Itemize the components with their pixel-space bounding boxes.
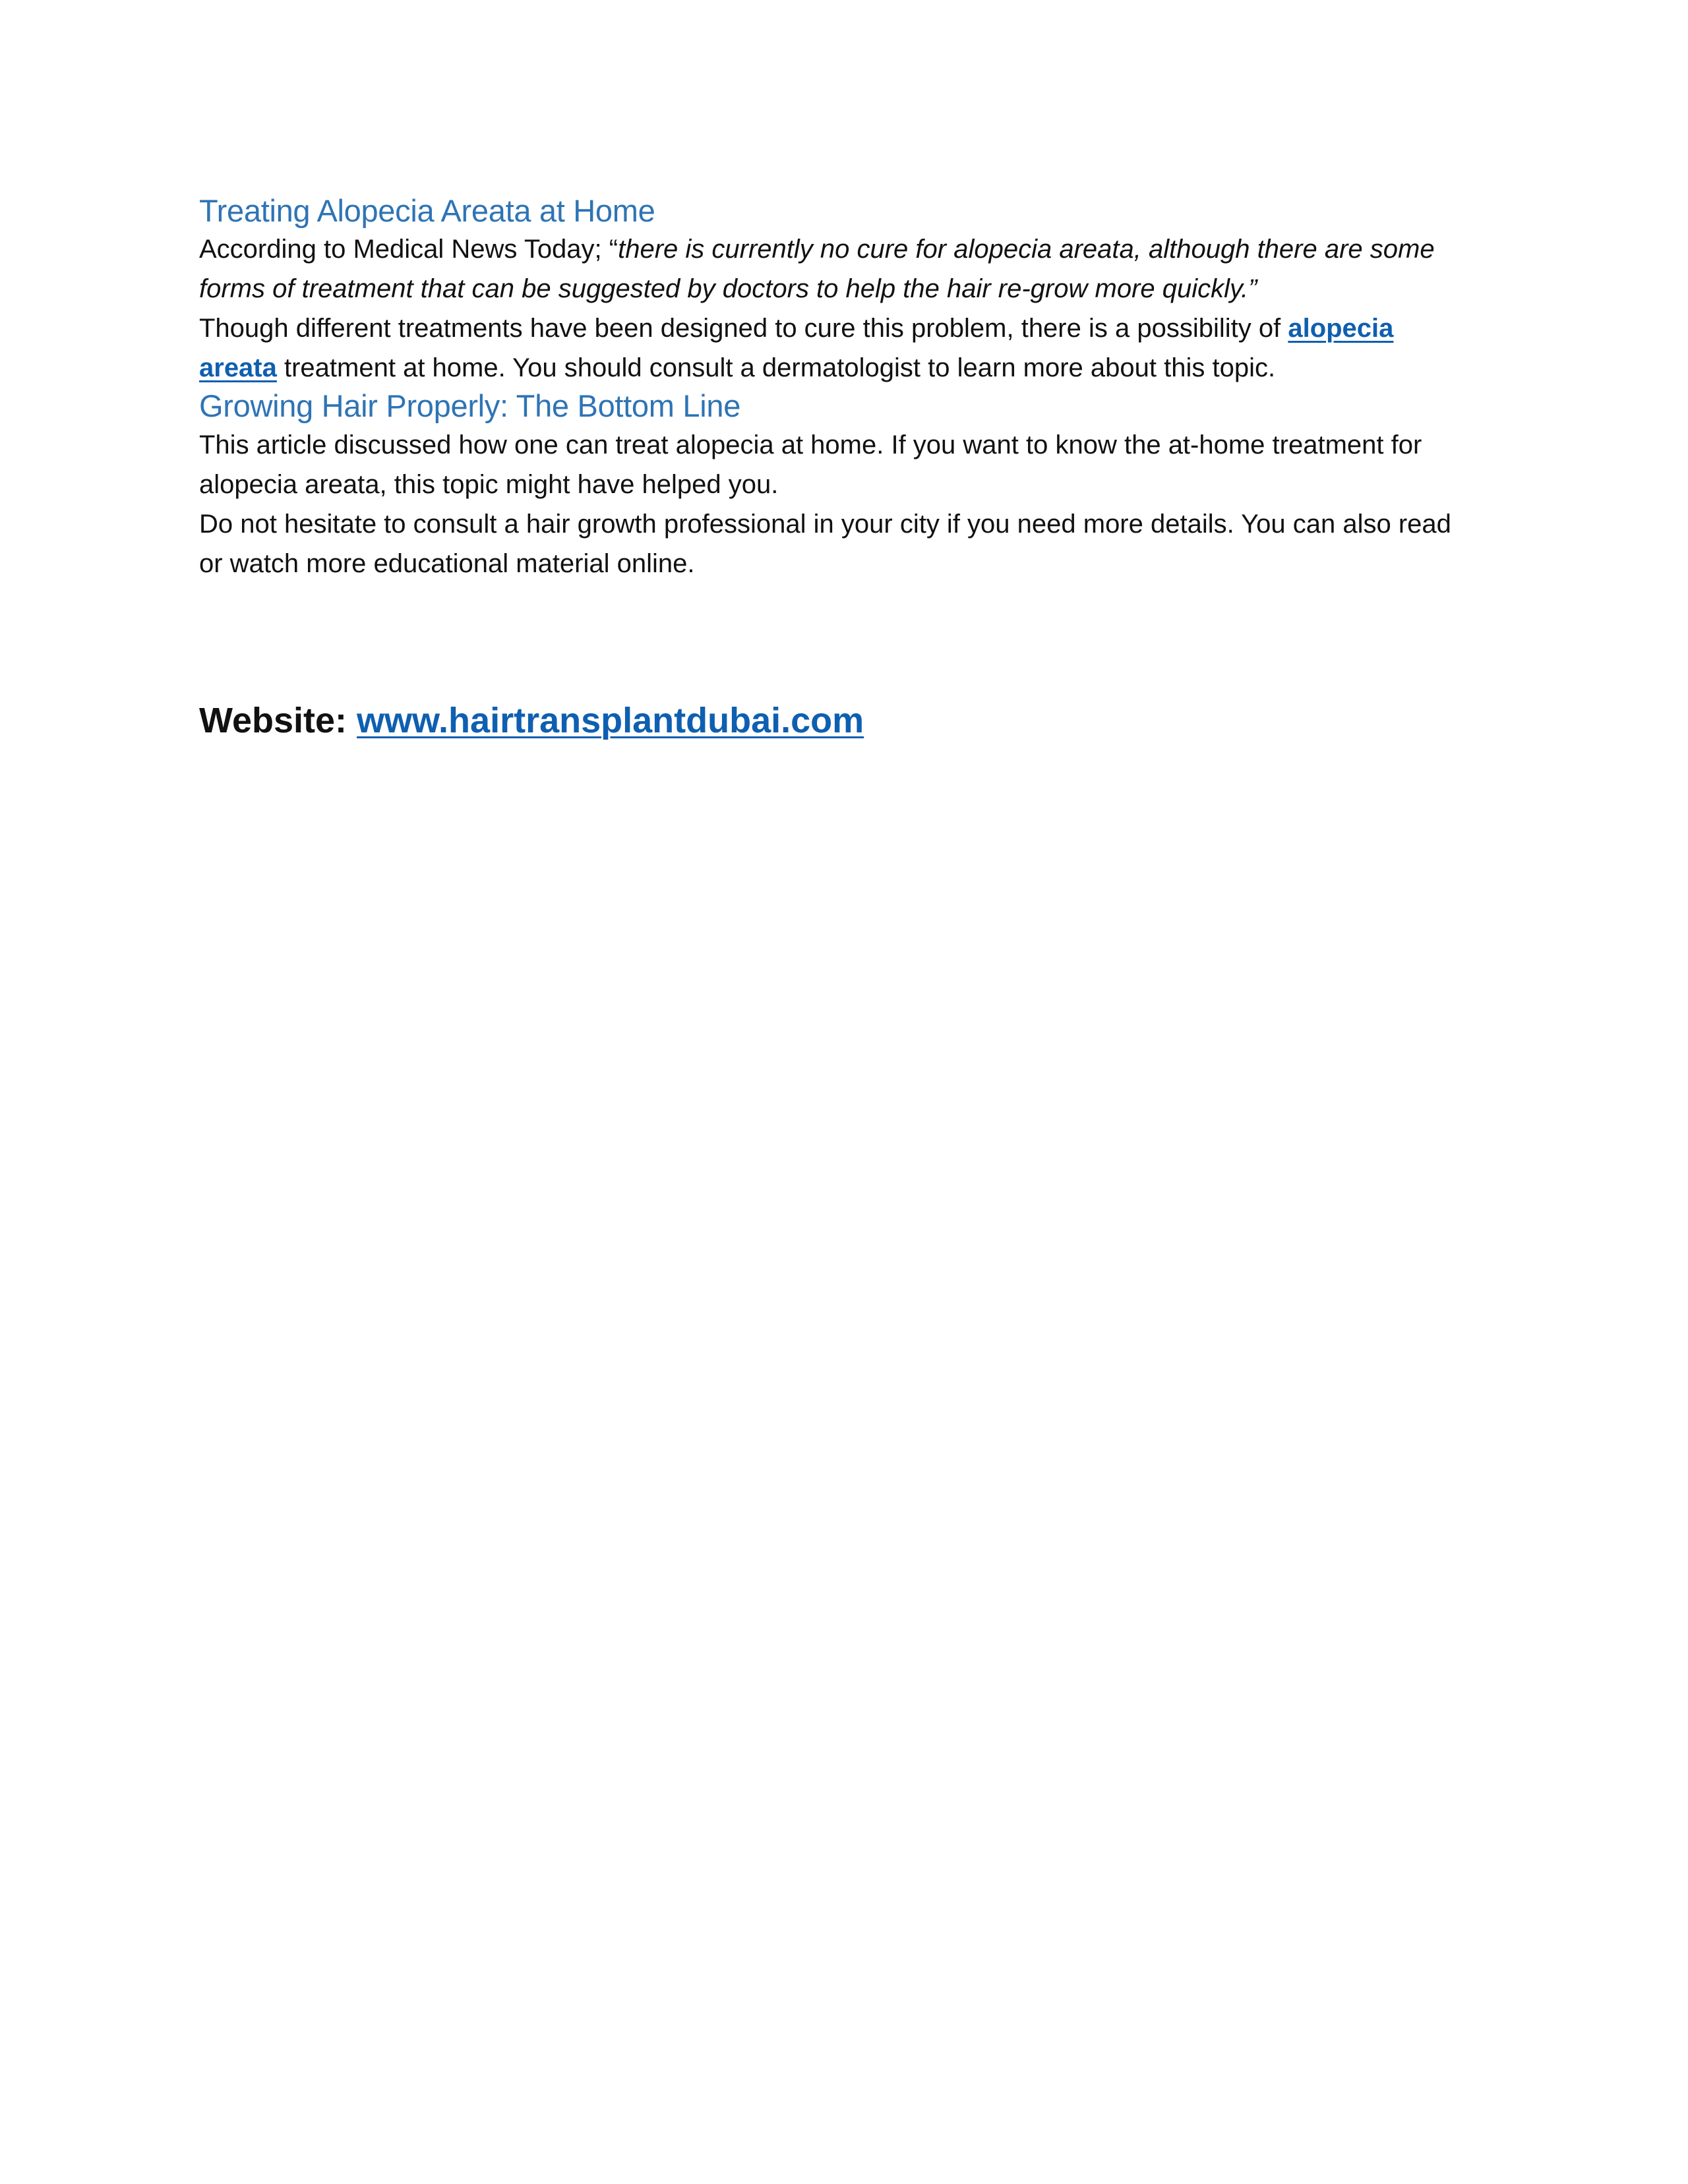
paragraph-consult-professional: Do not hesitate to consult a hair growth professional in your city if you need more details. You can also read or watch more educational material online. xyxy=(199,509,1451,578)
paragraph-text-after-link: treatment at home. You should consult a dermatologist to learn more about this topic. xyxy=(276,353,1276,383)
paragraph-text-before-link: Though different treatments have been designed to cure this problem, there is a possibility of xyxy=(199,314,1288,343)
alopecia-areata-link[interactable]: alopecia areata xyxy=(199,314,1394,383)
website-url-link[interactable]: www.hairtransplantdubai.com xyxy=(357,700,864,740)
quote-text: there is currently no cure for alopecia areata, although there are some forms of treatment that can be suggested by doctors to help the hair re-grow more quickly. xyxy=(199,235,1435,304)
section-heading-bottom-line: Growing Hair Properly: The Bottom Line xyxy=(199,388,741,424)
quote-close: ” xyxy=(1248,274,1257,304)
quote-intro: According to Medical News Today; “ xyxy=(199,235,618,264)
paragraph-medical-news-quote xyxy=(199,229,1472,309)
paragraph-article-summary: This article discussed how one can treat alopecia at home. If you want to know the at-home treatment for alopecia areata, this topic might have helped you. xyxy=(199,430,1422,499)
website-line xyxy=(199,699,1472,742)
section-heading-treating-alopecia: Treating Alopecia Areata at Home xyxy=(199,193,655,228)
document-body xyxy=(199,192,1472,742)
paragraph-treatment-possibility xyxy=(199,309,1472,388)
website-label: Website: xyxy=(199,700,357,740)
